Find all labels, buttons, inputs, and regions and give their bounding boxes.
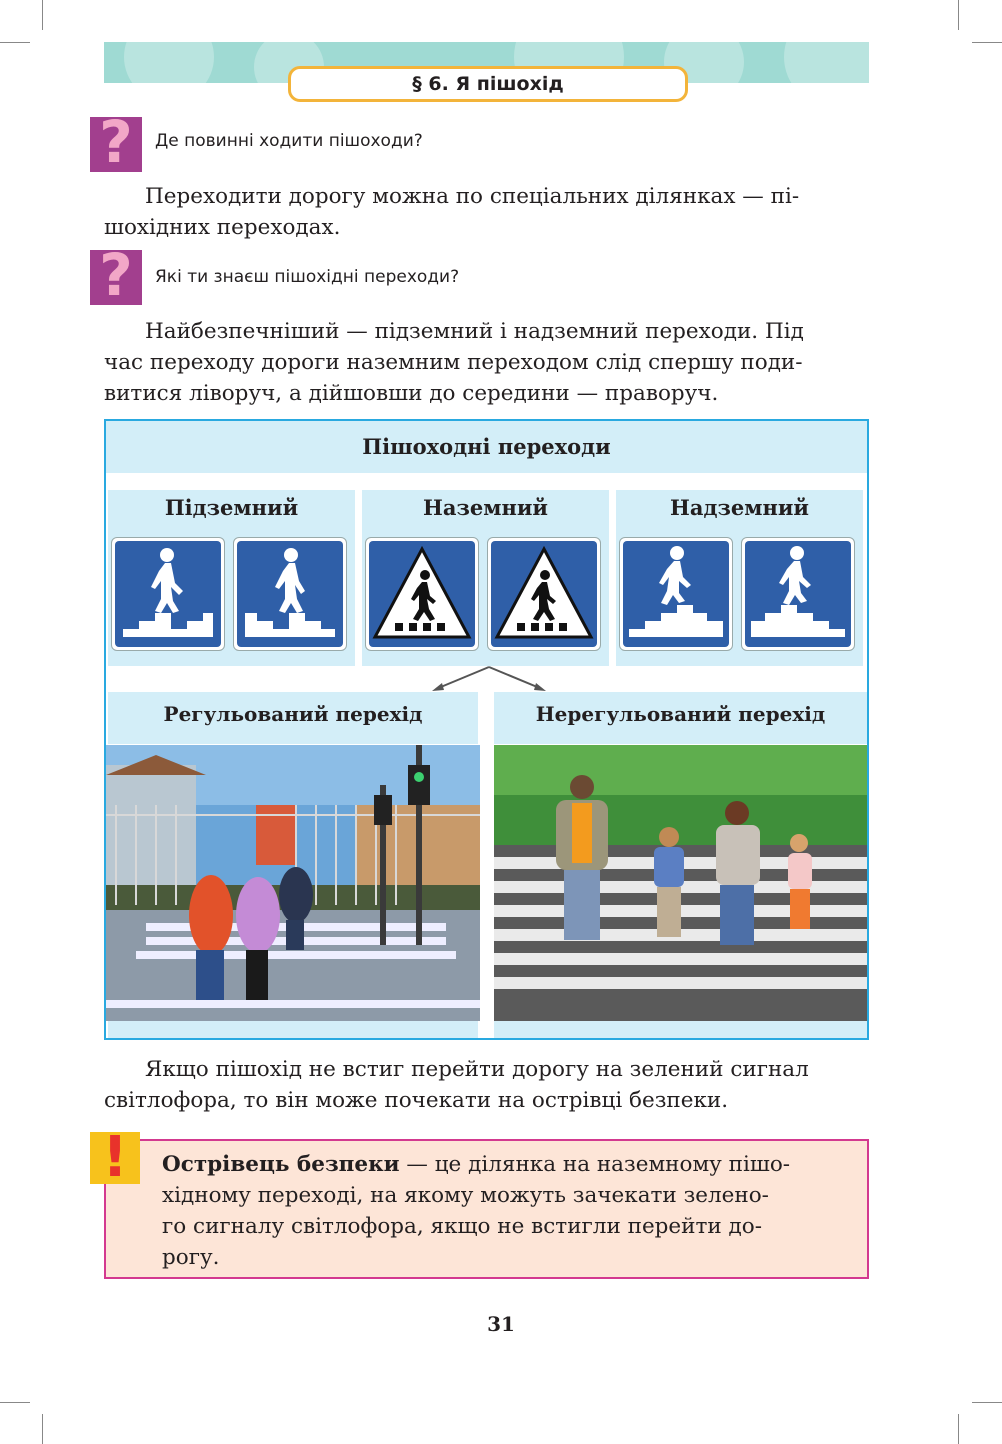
overpass-crossing-sign-icon [619, 537, 733, 651]
column-title: Надземний [670, 495, 809, 520]
question-2: Які ти знаєш пішохідні переходи? [155, 267, 460, 287]
crop-mark [0, 42, 30, 43]
diagram-title: Пішоходні переходи [106, 421, 867, 473]
question-icon: ? [90, 250, 142, 305]
diagram-bottom-strip [494, 1021, 867, 1038]
paragraph-line: Найбезпечніший — підземний і надземний переходи. Під [145, 319, 804, 344]
crop-mark [0, 1402, 30, 1403]
paragraph-line: Переходити дорогу можна по спеціальних ділянках — пі- [145, 184, 800, 209]
paragraph-line: світлофора, то він може почекати на острівці безпеки. [104, 1088, 729, 1113]
paragraph-line: витися ліворуч, а дійшовши до середини — праворуч. [104, 381, 719, 406]
page-number: 31 [487, 1312, 515, 1336]
column-underground [108, 490, 355, 666]
definition-line: — це ділянка на наземному пішо- [399, 1152, 791, 1177]
exclamation-icon: ! [90, 1132, 140, 1184]
crop-mark [958, 1414, 959, 1444]
question-icon: ? [90, 117, 142, 172]
regulated-crossing-photo [106, 745, 480, 1021]
crossings-diagram [104, 419, 869, 1040]
paragraph-1 [104, 181, 869, 243]
crop-mark [972, 42, 1002, 43]
definition-box [104, 1139, 869, 1279]
crop-mark [972, 1402, 1002, 1403]
column-title: Наземний [423, 495, 548, 520]
crop-mark [42, 0, 43, 30]
connector-arrows [406, 663, 576, 693]
unregulated-title: Нерегульований перехід [494, 692, 867, 744]
regulated-title: Регульований перехід [108, 692, 478, 744]
unregulated-crossing-photo [494, 745, 867, 1021]
column-at-grade [362, 490, 609, 666]
overpass-crossing-sign-icon [741, 537, 855, 651]
paragraph-line: Якщо пішохід не встиг перейти дорогу на зелений сигнал [145, 1057, 809, 1082]
diagram-bottom-strip [108, 1021, 478, 1038]
crosswalk-sign-icon [365, 537, 479, 651]
definition-text [162, 1149, 812, 1273]
paragraph-line: час переходу дороги наземним переходом слід спершу поди- [104, 350, 803, 375]
underground-crossing-sign-icon [233, 537, 347, 651]
paragraph-3 [104, 1054, 869, 1116]
paragraph-line: шохідних переходах. [104, 215, 341, 240]
definition-line: го сигналу світлофора, якщо не встигли перейти до- [162, 1214, 762, 1239]
definition-term: Острівець безпеки [162, 1152, 400, 1177]
crop-mark [958, 0, 959, 30]
page-title: § 6. Я пішохід [288, 66, 688, 102]
question-1: Де повинні ходити пішоходи? [155, 131, 423, 151]
paragraph-2 [104, 316, 869, 409]
definition-line: хідному переході, на якому можуть зачекати зелено- [162, 1183, 769, 1208]
crop-mark [42, 1414, 43, 1444]
column-title: Підземний [164, 495, 299, 520]
underground-crossing-sign-icon [111, 537, 225, 651]
crosswalk-sign-icon [487, 537, 601, 651]
column-overpass [616, 490, 863, 666]
definition-line: рогу. [162, 1245, 220, 1270]
